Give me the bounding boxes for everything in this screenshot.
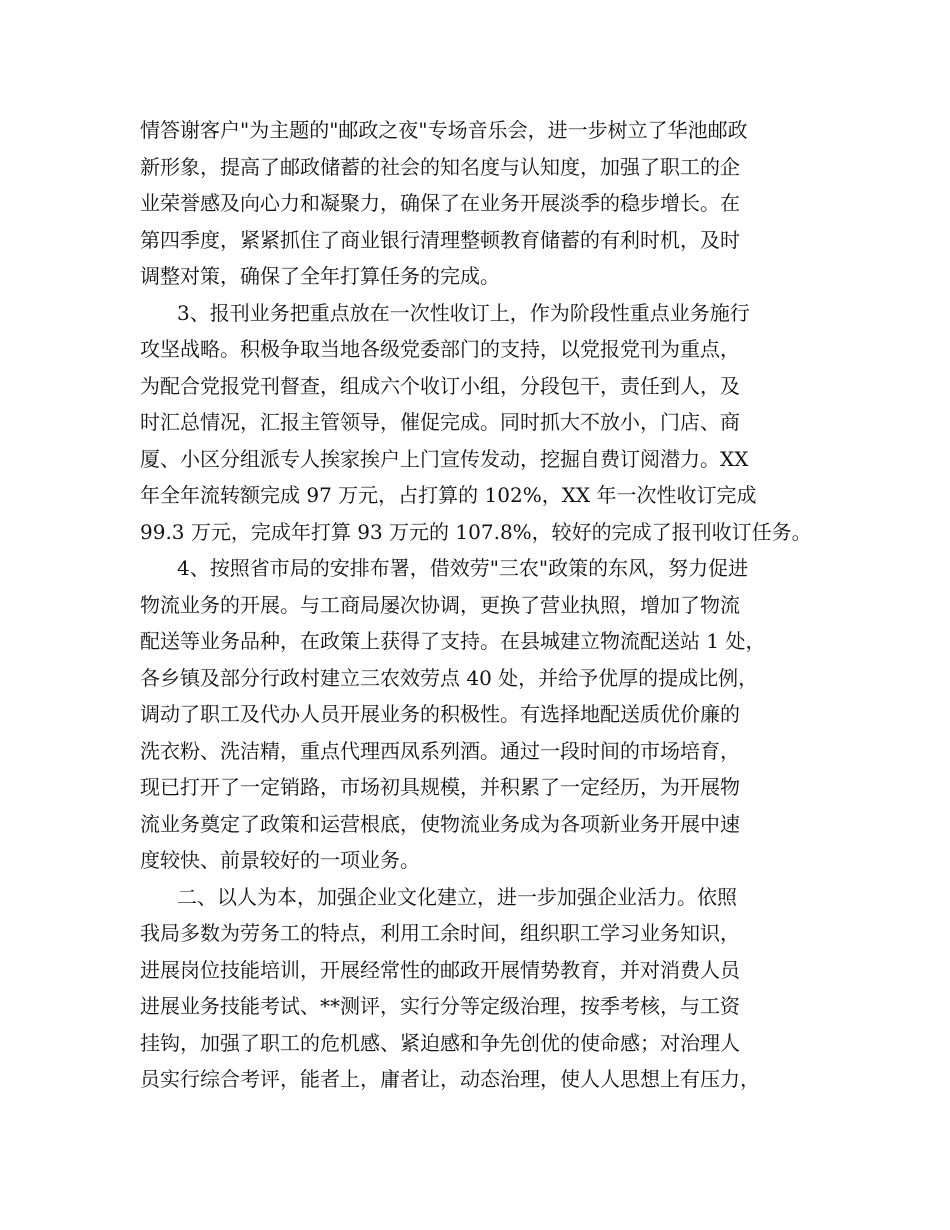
- text-line: 度较快、前景较好的一项业务。: [140, 848, 420, 872]
- text-line: 各乡镇及部分行政村建立三农效劳点 40 处，并给予优厚的提成比例，: [140, 665, 759, 690]
- text-line: 厦、小区分组派专人挨家挨户上门宣传发动，挖掘自费订阅潜力。XX: [140, 446, 749, 471]
- text-line: 配送等业务品种，在政策上获得了支持。在县城建立物流配送站 1 处，: [140, 629, 766, 653]
- text-line: 调整对策，确保了全年打算任务的完成。: [140, 264, 500, 288]
- text-line: 挂钩，加强了职工的危机感、紧迫感和争先创优的使命感；对治理人: [140, 1030, 740, 1055]
- text-line: 进展岗位技能培训，开展经常性的邮政开展情势教育，并对消费人员: [140, 957, 740, 982]
- text-line: 现已打开了一定销路，市场初具规模，并积累了一定经历，为开展物: [140, 775, 740, 799]
- text-line: 情答谢客户"为主题的"邮政之夜"专场音乐会，进一步树立了华池邮政: [140, 118, 748, 142]
- paragraph-first-line: 3、报刊业务把重点放在一次性收订上，作为阶段性重点业务施行: [177, 300, 750, 325]
- text-line: 99.3 万元，完成年打算 93 万元的 107.8%，较好的完成了报刊收订任务。: [140, 519, 812, 544]
- text-line: 新形象，提高了邮政储蓄的社会的知名度与认知度，加强了职工的企: [140, 154, 740, 179]
- text-line: 员实行综合考评，能者上，庸者让，动态治理，使人人思想上有压力，: [140, 1067, 760, 1091]
- text-line: 第四季度，紧紧抓住了商业银行清理整顿教育储蓄的有利时机，及时: [140, 227, 740, 252]
- text-line: 业荣誉感及向心力和凝聚力，确保了在业务开展淡季的稳步增长。在: [140, 191, 740, 215]
- text-line: 流业务奠定了政策和运营根底，使物流业务成为各项新业务开展中速: [140, 811, 740, 836]
- text-line: 为配合党报党刊督查，组成六个收订小组，分段包干，责任到人，及: [140, 373, 740, 398]
- text-line: 进展业务技能考试、**测评，实行分等定级治理，按季考核，与工资: [140, 994, 740, 1018]
- body-text: [140, 112, 830, 1098]
- paragraph-first-line: 二、以人为本，加强企业文化建立，进一步加强企业活力。依照: [177, 884, 737, 909]
- text-line: 我局多数为劳务工的特点，利用工余时间，组织职工学习业务知识，: [140, 921, 740, 945]
- text-line: 年全年流转额完成 97 万元，占打算的 102%，XX 年一次性收订完成: [140, 483, 757, 507]
- paragraph-first-line: 4、按照省市局的安排布署，借效劳"三农"政策的东风，努力促进: [177, 556, 749, 580]
- text-line: 调动了职工及代办人员开展业务的积极性。有选择地配送质优价廉的: [140, 702, 740, 726]
- text-line: 洗衣粉、洗洁精，重点代理西凤系列酒。通过一段时间的市场培育，: [140, 738, 740, 763]
- text-line: 时汇总情况，汇报主管领导，催促完成。同时抓大不放小，门店、商: [140, 410, 740, 434]
- text-line: 攻坚战略。积极争取当地各级党委部门的支持，以党报党刊为重点，: [140, 337, 740, 361]
- text-line: 物流业务的开展。与工商局屡次协调，更换了营业执照，增加了物流: [140, 592, 740, 617]
